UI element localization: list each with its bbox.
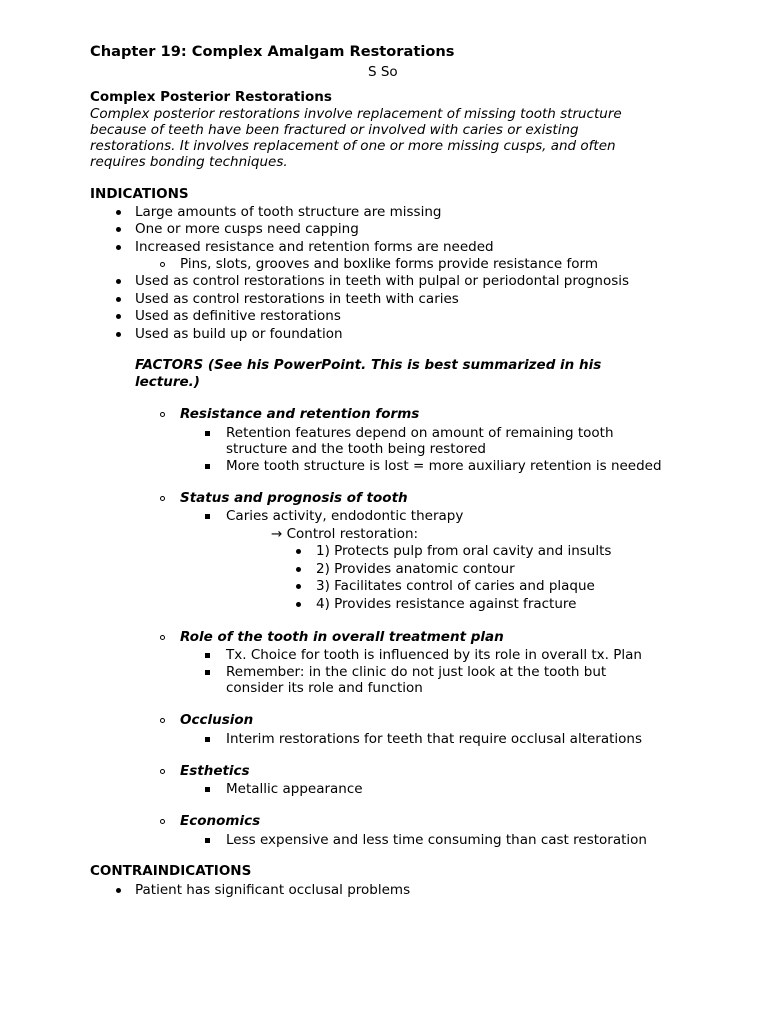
bullet-icon	[116, 314, 121, 319]
indication-item: Large amounts of tooth structure are missing	[135, 204, 442, 220]
ring-bullet-icon	[160, 718, 165, 723]
square-bullet-icon	[205, 464, 210, 469]
factor-point: → Control restoration:	[271, 526, 419, 542]
factor-point: Remember: in the clinic do not just look at the tooth but	[226, 664, 607, 680]
factors-heading: FACTORS (See his PowerPoint. This is best summarized in his	[135, 357, 602, 373]
factor-point: 1) Protects pulp from oral cavity and insults	[316, 543, 612, 559]
bullet-icon	[296, 584, 301, 589]
factor-heading: Occlusion	[180, 712, 254, 728]
bullet-icon	[296, 549, 301, 554]
document-title: Chapter 19: Complex Amalgam Restorations	[90, 43, 455, 60]
factor-point: Caries activity, endodontic therapy	[226, 508, 464, 524]
bullet-icon	[116, 227, 121, 232]
bullet-icon	[116, 888, 121, 893]
factor-point: 3) Facilitates control of caries and plaque	[316, 578, 595, 594]
indications-heading: INDICATIONS	[90, 186, 189, 202]
square-bullet-icon	[205, 653, 210, 658]
factor-heading: Resistance and retention forms	[180, 406, 420, 422]
bullet-icon	[296, 602, 301, 607]
ring-bullet-icon	[160, 819, 165, 824]
square-bullet-icon	[205, 737, 210, 742]
factor-heading: Role of the tooth in overall treatment plan	[180, 629, 504, 645]
ring-bullet-icon	[160, 769, 165, 774]
indication-item: Used as build up or foundation	[135, 326, 343, 342]
square-bullet-icon	[205, 670, 210, 675]
section-heading: Complex Posterior Restorations	[90, 89, 332, 105]
contraindications-heading: CONTRAINDICATIONS	[90, 863, 252, 879]
square-bullet-icon	[205, 514, 210, 519]
indication-item: Used as definitive restorations	[135, 308, 341, 324]
factor-point: structure and the tooth being restored	[226, 441, 486, 457]
square-bullet-icon	[205, 431, 210, 436]
square-bullet-icon	[205, 787, 210, 792]
contraindication-item: Patient has significant occlusal problems	[135, 882, 411, 898]
factor-point: Tx. Choice for tooth is influenced by its role in overall tx. Plan	[226, 647, 642, 663]
indication-subitem: Pins, slots, grooves and boxlike forms provide resistance form	[180, 256, 598, 272]
factor-point: More tooth structure is lost = more auxiliary retention is needed	[226, 458, 662, 474]
ring-bullet-icon	[160, 635, 165, 640]
factor-point: 4) Provides resistance against fracture	[316, 596, 577, 612]
indication-item: One or more cusps need capping	[135, 221, 359, 237]
bullet-icon	[116, 210, 121, 215]
bullet-icon	[116, 332, 121, 337]
square-bullet-icon	[205, 838, 210, 843]
indication-item: Increased resistance and retention forms are needed	[135, 239, 494, 255]
factor-heading: Economics	[180, 813, 261, 829]
factor-point: 2) Provides anatomic contour	[316, 561, 515, 577]
factors-heading: lecture.)	[135, 374, 200, 390]
indication-item: Used as control restorations in teeth with caries	[135, 291, 459, 307]
factor-heading: Status and prognosis of tooth	[180, 490, 408, 506]
ring-bullet-icon	[160, 262, 165, 267]
bullet-icon	[296, 567, 301, 572]
bullet-icon	[116, 297, 121, 302]
factor-heading: Esthetics	[180, 763, 250, 779]
author-name: S So	[368, 64, 398, 80]
factor-point: Metallic appearance	[226, 781, 363, 797]
ring-bullet-icon	[160, 496, 165, 501]
factor-point: Retention features depend on amount of remaining tooth	[226, 425, 614, 441]
factor-point: consider its role and function	[226, 680, 423, 696]
intro-line: because of teeth have been fractured or involved with caries or existing	[90, 122, 579, 138]
ring-bullet-icon	[160, 412, 165, 417]
bullet-icon	[116, 279, 121, 284]
intro-line: restorations. It involves replacement of one or more missing cusps, and often	[90, 138, 616, 154]
intro-line: requires bonding techniques.	[90, 154, 288, 170]
bullet-icon	[116, 245, 121, 250]
factor-point: Interim restorations for teeth that require occlusal alterations	[226, 731, 643, 747]
intro-line: Complex posterior restorations involve replacement of missing tooth structure	[90, 106, 622, 122]
factor-point: Less expensive and less time consuming than cast restoration	[226, 832, 647, 848]
indication-item: Used as control restorations in teeth with pulpal or periodontal prognosis	[135, 273, 630, 289]
